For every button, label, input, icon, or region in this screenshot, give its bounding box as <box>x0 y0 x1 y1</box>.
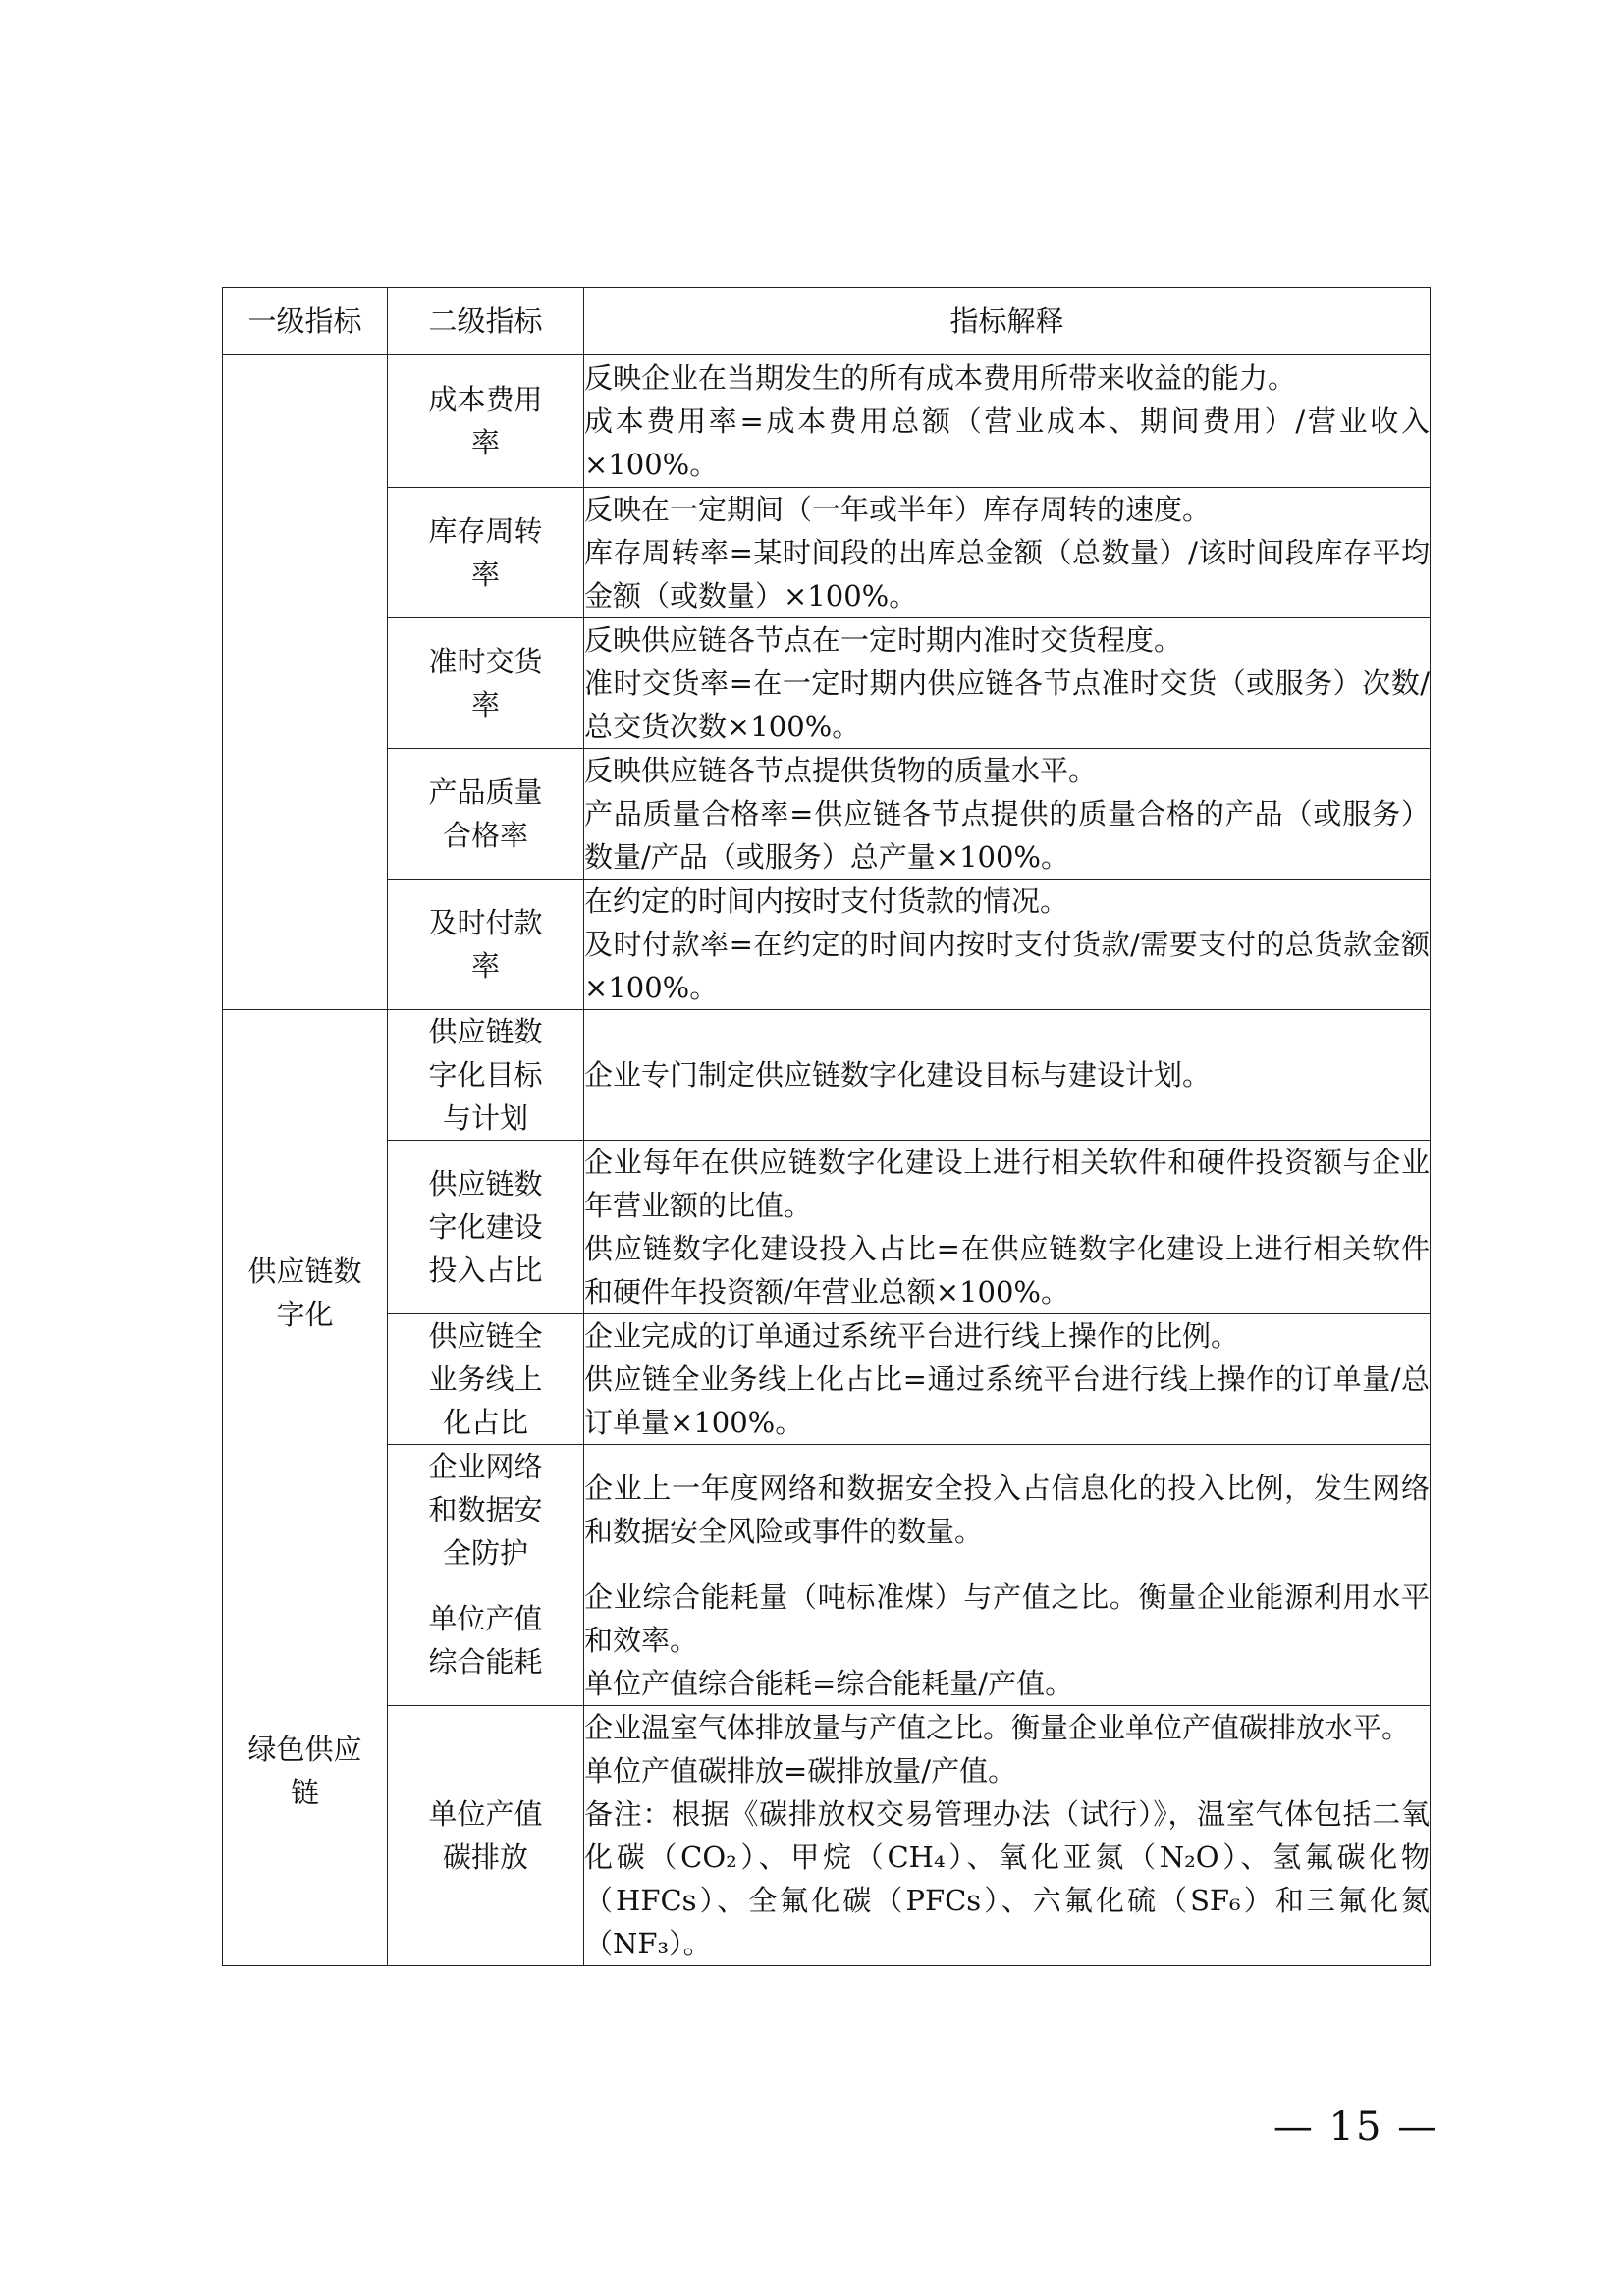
explanation-line: 企业温室气体排放量与产值之比。衡量企业单位产值碳排放水平。 <box>584 1711 1411 1744</box>
table-row <box>223 1314 1431 1445</box>
explanation-line: 反映企业在当期发生的所有成本费用所带来收益的能力。 <box>584 361 1297 395</box>
level2-cell <box>388 1141 584 1314</box>
level2-label: 产品质量合格率 <box>428 775 543 852</box>
explanation-cell <box>584 1141 1431 1314</box>
table-row <box>223 880 1431 1010</box>
explanation-line: 单位产值综合能耗=综合能耗量/产值。 <box>584 1667 1074 1700</box>
explanation-line: 供应链全业务线上化占比=通过系统平台进行线上操作的订单量/总订单量×100%。 <box>584 1362 1430 1439</box>
explanation-line: 及时付款率=在约定的时间内按时支付货款/需要支付的总货款金额×100%。 <box>584 928 1430 1004</box>
explanation-line: 反映供应链各节点在一定时期内准时交货程度。 <box>584 623 1183 657</box>
explanation-cell <box>584 488 1431 618</box>
explanation-line: 企业上一年度网络和数据安全投入占信息化的投入比例，发生网络和数据安全风险或事件的数量。 <box>584 1471 1430 1548</box>
explanation-line: 反映在一定期间（一年或半年）库存周转的速度。 <box>584 493 1212 526</box>
level2-cell <box>388 488 584 618</box>
level2-label: 准时交货率 <box>428 645 543 721</box>
explanation-cell <box>584 355 1431 488</box>
page-number: — 15 — <box>1272 2105 1439 2150</box>
explanation-cell <box>584 1010 1431 1141</box>
explanation-cell <box>584 749 1431 880</box>
explanation-line: 产品质量合格率=供应链各节点提供的质量合格的产品（或服务）数量/产品（或服务）总产量×100%。 <box>584 797 1430 874</box>
explanation-line: 反映供应链各节点提供货物的质量水平。 <box>584 754 1098 787</box>
explanation-line: 企业综合能耗量（吨标准煤）与产值之比。衡量企业能源利用水平和效率。 <box>584 1580 1430 1657</box>
level2-cell <box>388 1314 584 1445</box>
explanation-cell <box>584 1314 1431 1445</box>
explanation-line: 在约定的时间内按时支付货款的情况。 <box>584 884 1069 918</box>
table-row <box>223 1010 1431 1141</box>
table-row <box>223 749 1431 880</box>
level2-cell <box>388 355 584 488</box>
header-level1: 一级指标 <box>223 288 388 355</box>
explanation-line: 供应链数字化建设投入占比=在供应链数字化建设上进行相关软件和硬件年投资额/年营业总额×100%。 <box>584 1232 1430 1308</box>
level2-cell <box>388 1010 584 1141</box>
level1-cell <box>223 1575 388 1966</box>
level2-cell <box>388 618 584 749</box>
explanation-line: 成本费用率=成本费用总额（营业成本、期间费用）/营业收入×100%。 <box>584 404 1430 481</box>
explanation-cell <box>584 880 1431 1010</box>
table-row <box>223 1141 1431 1314</box>
table-header-row <box>223 288 1431 355</box>
level2-cell <box>388 749 584 880</box>
explanation-line: 准时交货率=在一定时期内供应链各节点准时交货（或服务）次数/总交货次数×100%。 <box>584 667 1430 743</box>
level2-label: 企业网络和数据安全防护 <box>428 1450 543 1570</box>
level2-label: 供应链数字化目标与计划 <box>428 1015 543 1135</box>
header-explanation: 指标解释 <box>584 288 1431 355</box>
explanation-cell <box>584 1445 1431 1575</box>
explanation-line: 企业完成的订单通过系统平台进行线上操作的比例。 <box>584 1319 1240 1353</box>
table-row <box>223 618 1431 749</box>
explanation-cell <box>584 1706 1431 1966</box>
level1-label: 供应链数字化 <box>247 1254 362 1331</box>
explanation-line: 单位产值碳排放=碳排放量/产值。 <box>584 1754 1017 1788</box>
explanation-cell <box>584 1575 1431 1706</box>
table-row <box>223 355 1431 488</box>
level1-cell <box>223 355 388 1010</box>
level2-cell <box>388 1445 584 1575</box>
explanation-line: 库存周转率=某时间段的出库总金额（总数量）/该时间段库存平均金额（或数量）×100%。 <box>584 536 1430 613</box>
level1-cell <box>223 1010 388 1575</box>
header-level2: 二级指标 <box>388 288 584 355</box>
level2-cell <box>388 1575 584 1706</box>
explanation-line: 企业每年在供应链数字化建设上进行相关软件和硬件投资额与企业年营业额的比值。 <box>584 1146 1430 1222</box>
indicator-table <box>222 287 1431 1966</box>
level2-label: 单位产值综合能耗 <box>428 1602 543 1679</box>
level2-label: 成本费用率 <box>428 383 543 459</box>
level2-label: 供应链数字化建设投入占比 <box>428 1167 543 1287</box>
level2-cell <box>388 1706 584 1966</box>
table-row <box>223 1445 1431 1575</box>
level2-label: 单位产值碳排放 <box>428 1797 543 1874</box>
level2-label: 及时付款率 <box>428 906 543 983</box>
explanation-line: 备注：根据《碳排放权交易管理办法（试行）》，温室气体包括二氧化碳（CO₂）、甲烷（CH₄）、氧化亚氮（N₂O）、氢氟碳化物（HFCs）、全氟化碳（PFCs）、六氟化硫（SF₆）和三氟化氮（NF₃）。 <box>584 1797 1430 1960</box>
level2-label: 供应链全业务线上化占比 <box>428 1319 543 1439</box>
table-row <box>223 1575 1431 1706</box>
explanation-cell <box>584 618 1431 749</box>
level2-label: 库存周转率 <box>428 514 543 591</box>
level2-cell <box>388 880 584 1010</box>
table-row <box>223 1706 1431 1966</box>
explanation-line: 企业专门制定供应链数字化建设目标与建设计划。 <box>584 1058 1212 1092</box>
table-row <box>223 488 1431 618</box>
level1-label: 绿色供应链 <box>247 1732 362 1809</box>
